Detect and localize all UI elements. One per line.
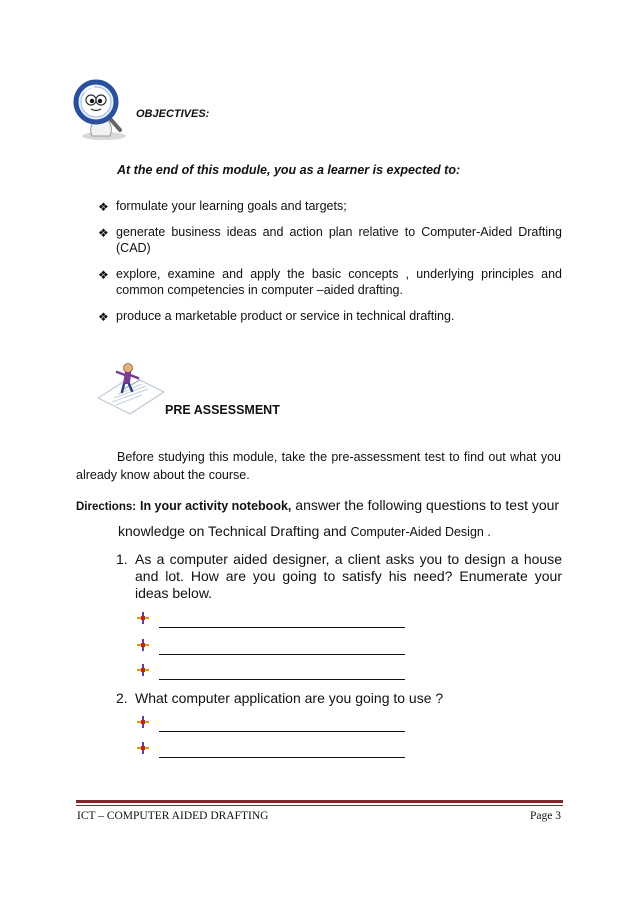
pushpin-bullet-icon bbox=[137, 639, 149, 651]
diamond-bullet-icon: ❖ bbox=[98, 310, 109, 324]
list-item bbox=[98, 266, 562, 298]
directions-bold: In your activity notebook, bbox=[139, 499, 292, 513]
pre-assessment-heading: PRE ASSESSMENT bbox=[165, 403, 280, 417]
question-text: As a computer aided designer, a client asks you to design a house and lot. How are you going to satisfy his need? Enumerate your ideas below. bbox=[135, 551, 562, 601]
directions-text: answer the following questions to test your bbox=[295, 497, 560, 513]
objectives-heading: OBJECTIVES: bbox=[136, 108, 210, 120]
answer-rule bbox=[159, 654, 405, 655]
list-item bbox=[98, 198, 562, 214]
diamond-bullet-icon: ❖ bbox=[98, 226, 109, 240]
directions-end: . bbox=[483, 525, 491, 539]
question-number: 2. bbox=[116, 690, 128, 706]
footer-rule bbox=[76, 800, 563, 803]
answer-rule bbox=[159, 757, 405, 758]
answer-rule bbox=[159, 731, 405, 732]
answer-line[interactable] bbox=[137, 664, 405, 682]
list-item bbox=[98, 308, 562, 324]
magnifier-character-icon bbox=[70, 78, 132, 142]
answer-rule bbox=[159, 679, 405, 680]
objective-text: produce a marketable product or service in technical drafting. bbox=[116, 309, 455, 323]
pushpin-bullet-icon bbox=[137, 742, 149, 754]
answer-line[interactable] bbox=[137, 716, 405, 734]
question-number: 1. bbox=[116, 551, 128, 567]
answer-line[interactable] bbox=[137, 742, 405, 760]
directions-label: Directions: bbox=[76, 501, 137, 513]
question-1 bbox=[116, 551, 562, 602]
diamond-bullet-icon: ❖ bbox=[98, 268, 109, 282]
objectives-list bbox=[98, 198, 562, 334]
footer-rule-thin bbox=[76, 805, 563, 806]
question-2 bbox=[116, 690, 562, 707]
directions-text-line2: knowledge on Technical Drafting and bbox=[118, 523, 347, 539]
directions bbox=[76, 493, 562, 544]
question-text: What computer application are you going to use ? bbox=[135, 690, 444, 706]
diamond-bullet-icon: ❖ bbox=[98, 200, 109, 214]
pushpin-bullet-icon bbox=[137, 664, 149, 676]
footer-course-title: ICT – COMPUTER AIDED DRAFTING bbox=[77, 810, 269, 822]
objective-text: generate business ideas and action plan relative to Computer-Aided Drafting (CAD) bbox=[116, 225, 562, 255]
objectives-intro: At the end of this module, you as a learner is expected to: bbox=[117, 163, 461, 177]
pushpin-bullet-icon bbox=[137, 716, 149, 728]
objective-text: formulate your learning goals and targets; bbox=[116, 199, 347, 213]
footer-page-number: Page 3 bbox=[530, 810, 561, 822]
objective-text: explore, examine and apply the basic concepts , underlying principles and common competencies in computer –aided drafting. bbox=[116, 267, 562, 297]
quiz-figure-icon bbox=[92, 362, 168, 416]
answer-line[interactable] bbox=[137, 612, 405, 630]
directions-cad: Computer-Aided Design bbox=[350, 525, 484, 539]
answer-rule bbox=[159, 627, 405, 628]
pushpin-bullet-icon bbox=[137, 612, 149, 624]
list-item bbox=[98, 224, 562, 256]
pre-assessment-paragraph: Before studying this module, take the pre-assessment test to find out what you already know about the course. bbox=[76, 450, 561, 482]
answer-line[interactable] bbox=[137, 639, 405, 657]
